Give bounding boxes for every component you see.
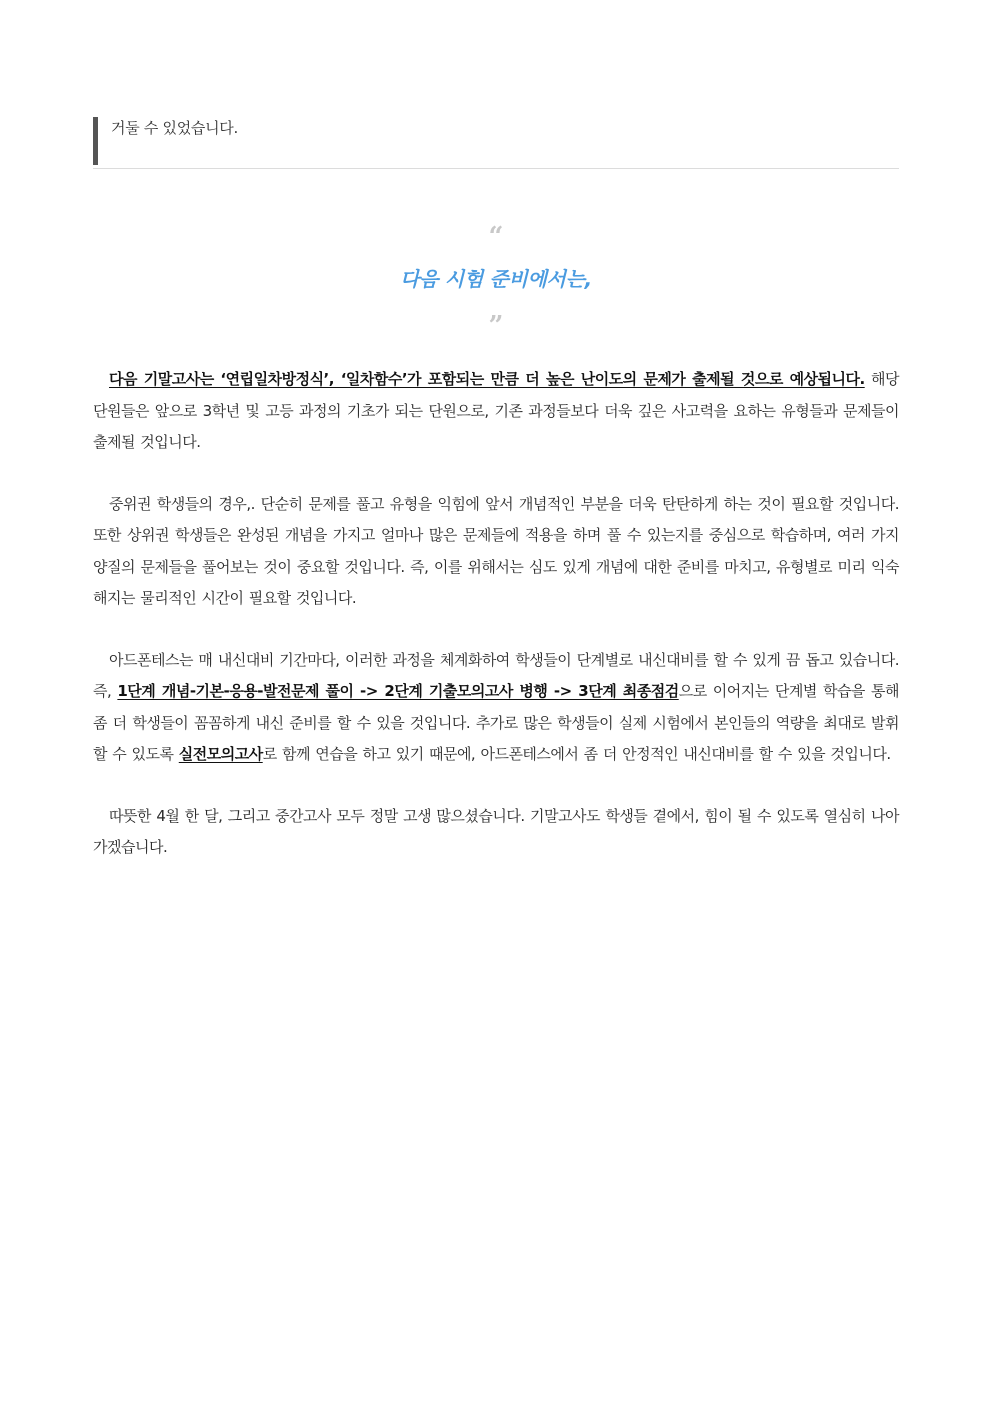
quote-bar — [93, 117, 98, 165]
paragraph-closing — [93, 801, 899, 864]
paragraph-program — [93, 645, 899, 771]
emphasis-text: 1단계 개념-기본-응용-발전문제 풀이 -> 2단계 기출모의고사 병행 -> 3단계 최종점검 — [117, 682, 679, 700]
emphasis-text: 실전모의고사 — [178, 745, 263, 763]
paragraph-text: 해당 단원들은 앞으로 3학년 및 고등 과정의 기초가 되는 단원으로, 기존 과정들보다 더욱 깊은 사고력을 요하는 유형들과 문제들이 출제될 것입니다. — [93, 370, 899, 451]
paragraph-text: 아드폰테스는 매 내신대비 기간마다, 이러한 과정을 체계화하여 학생들이 단계별로 내신대비를 할 수 있게 끔 돕고 있습니다. 즉, — [93, 650, 899, 700]
paragraph-outlook — [93, 364, 899, 459]
open-quote-mark-icon: “ — [488, 222, 504, 252]
paragraph-text: 으로 이어지는 단계별 학습을 통해 좀 더 학생들이 꼼꼼하게 내신 준비를 할 수 있을 것입니다. 추가로 많은 학생들이 실제 시험에서 본인들의 역량을 최대로 발휘할 수 있도록 — [93, 682, 900, 763]
article-body — [93, 364, 899, 894]
section-heading: 다음 시험 준비에서는, — [400, 267, 592, 291]
paragraph-strategy — [93, 489, 899, 615]
close-quote-mark-icon: ” — [488, 311, 504, 341]
section-divider — [93, 168, 899, 169]
paragraph-text: 로 함께 연습을 하고 있기 때문에, 아드폰테스에서 좀 더 안정적인 내신대비를 할 수 있을 것입니다. — [262, 745, 891, 763]
blockquote — [93, 117, 899, 165]
paragraph-text: 따뜻한 4월 한 달, 그리고 중간고사 모두 정말 고생 많으셨습니다. 기말고사도 학생들 곁에서, 힘이 될 수 있도록 열심히 나아가겠습니다. — [93, 806, 899, 856]
quote-text: 거둘 수 있었습니다. — [111, 119, 238, 137]
emphasis-text: 다음 기말고사는 ‘연립일차방정식’, ‘일차함수’가 포함되는 만큼 더 높은 난이도의 문제가 출제될 것으로 예상됩니다. — [109, 370, 865, 388]
paragraph-text: 중위권 학생들의 경우,. 단순히 문제를 풀고 유형을 익힘에 앞서 개념적인 부분을 더욱 탄탄하게 하는 것이 필요할 것입니다. 또한 상위권 학생들은 완성된 개념을 가지고 얼마나 많은 문제들에 적용을 하며 풀 수 있는지를 중심으로 학습하며, 여러 가지 양질의 문제들을 풀어보는 것이 중요할 것입니다. 즉, 이를 위해서는 심도 있게 개념에 대한 준비를 마치고, 유형별로 미리 익숙해지는 물리적인 시간이 필요할 것입니다. — [93, 494, 899, 607]
